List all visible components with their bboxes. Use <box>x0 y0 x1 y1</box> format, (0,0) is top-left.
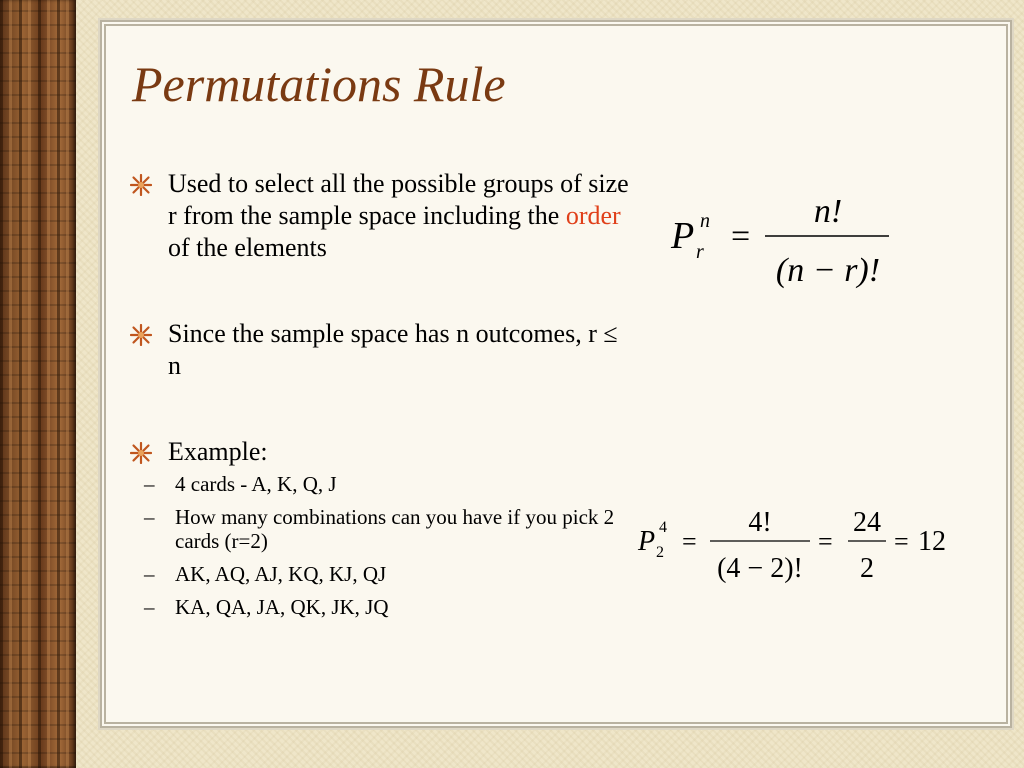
sub-item: – KA, QA, JA, QK, JK, JQ <box>144 595 389 619</box>
formula-denominator: (n − r)! <box>775 252 881 289</box>
formula-p: P <box>638 526 656 557</box>
formula-eq: = <box>818 527 833 556</box>
example-sublist <box>130 472 630 619</box>
bullet-item-definition <box>130 168 630 264</box>
slide-title: Permutations Rule <box>132 56 506 112</box>
highlight-order: order <box>565 201 621 230</box>
bullet-text: Example: <box>168 437 268 466</box>
sub-item: – How many combinations can you have if you pick 2 cards (r=2) <box>144 505 615 553</box>
formula-sup: n <box>700 210 710 232</box>
formula-sub: r <box>696 241 704 263</box>
bullet-list <box>130 168 630 628</box>
star-bullet-icon <box>130 174 152 196</box>
formula-result: 12 <box>918 526 946 557</box>
formula-eq: = <box>682 527 697 556</box>
sub-item: – AK, AQ, AJ, KQ, KJ, QJ <box>144 562 387 586</box>
formula-p: P <box>671 215 695 257</box>
bullet-item-example <box>130 436 630 468</box>
wood-sidebar <box>0 0 76 768</box>
bullet-text: Used to select all the possible groups of size r from the sample space including the <box>168 169 629 230</box>
formula-eq: = <box>731 218 751 255</box>
example-formula <box>630 498 960 588</box>
formula-numerator: 24 <box>853 507 881 538</box>
star-bullet-icon <box>130 324 152 346</box>
formula-denominator: (4 − 2)! <box>717 553 803 584</box>
formula-numerator: n! <box>813 193 843 230</box>
formula-sup: 4 <box>659 519 667 536</box>
star-bullet-icon <box>130 442 152 464</box>
formula-sub: 2 <box>656 544 664 561</box>
bullet-text: Since the sample space has n outcomes, r ≤ n <box>168 319 618 380</box>
sub-item: – 4 cards - A, K, Q, J <box>144 472 337 496</box>
formula-eq: = <box>894 527 909 556</box>
formula-denominator: 2 <box>860 553 874 584</box>
bullet-text: of the elements <box>168 233 327 262</box>
permutation-formula <box>665 185 905 290</box>
formula-numerator: 4! <box>748 507 772 538</box>
bullet-item-constraint <box>130 318 630 382</box>
